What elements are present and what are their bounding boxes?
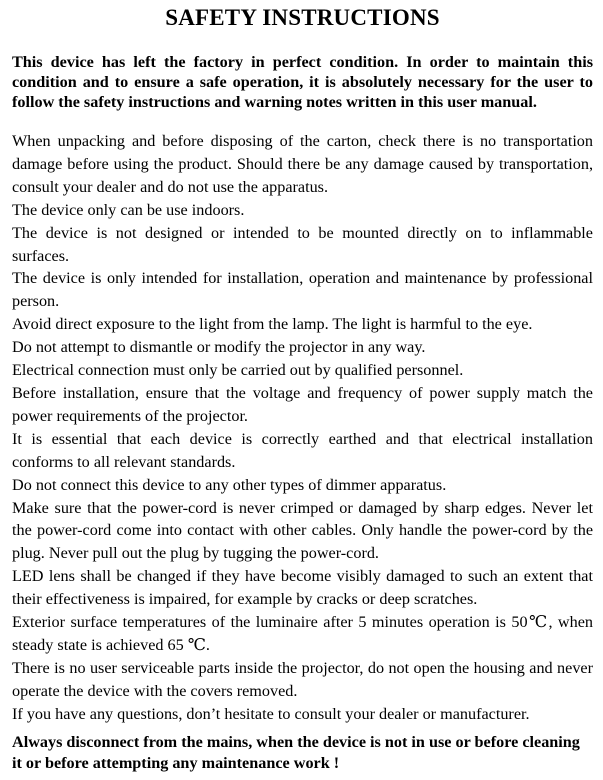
intro-paragraph: This device has left the factory in perfect condition. In order to maintain this condition and to ensure a safe operation, it is absolutely necessary for the user to follow the safety instructions and warning notes written in this user manual. xyxy=(12,53,593,111)
instruction-item: There is no user serviceable parts inside the projector, do not open the housing and never operate the device with the covers removed. xyxy=(12,658,593,700)
page-title: SAFETY INSTRUCTIONS xyxy=(165,5,440,30)
instruction-item: The device is only intended for installation, operation and maintenance by professional person. xyxy=(12,269,593,311)
instruction-item: Before installation, ensure that the voltage and frequency of power supply match the power requirements of the projector. xyxy=(12,383,593,425)
instruction-item: Do not attempt to dismantle or modify the projector in any way. xyxy=(12,338,426,357)
closing-warning: Always disconnect from the mains, when the device is not in use or before cleaning it or before attempting any maintenance work ! xyxy=(12,733,580,772)
instruction-item: The device only can be use indoors. xyxy=(12,200,245,219)
instructions-list xyxy=(12,130,593,726)
instruction-item: It is essential that each device is correctly earthed and that electrical installation conforms to all relevant standards. xyxy=(12,429,593,471)
instruction-item: Exterior surface temperatures of the luminaire after 5 minutes operation is 50℃, when steady state is achieved 65 ℃. xyxy=(12,613,593,654)
instruction-item: Do not connect this device to any other types of dimmer apparatus. xyxy=(12,475,447,494)
instruction-item: Avoid direct exposure to the light from the lamp. The light is harmful to the eye. xyxy=(12,315,533,334)
instruction-item: Make sure that the power-cord is never crimped or damaged by sharp edges. Never let the power-cord come into contact with other cables. Only handle the power-cord by the plug. Never pull out the plug by tugging the power-cord. xyxy=(12,498,593,563)
instruction-item: When unpacking and before disposing of the carton, check there is no transportation damage before using the product. Should there be any damage caused by transportation, consult your dealer and do not use the apparatus. xyxy=(12,132,593,196)
document-page xyxy=(12,0,593,780)
instruction-item: If you have any questions, don’t hesitate to consult your dealer or manufacturer. xyxy=(12,704,530,723)
instruction-item: LED lens shall be changed if they have become visibly damaged to such an extent that their effectiveness is impaired, for example by cracks or deep scratches. xyxy=(12,567,593,609)
instruction-item: Electrical connection must only be carried out by qualified personnel. xyxy=(12,361,464,380)
instruction-item: The device is not designed or intended to be mounted directly on to inflammable surfaces. xyxy=(12,223,593,265)
